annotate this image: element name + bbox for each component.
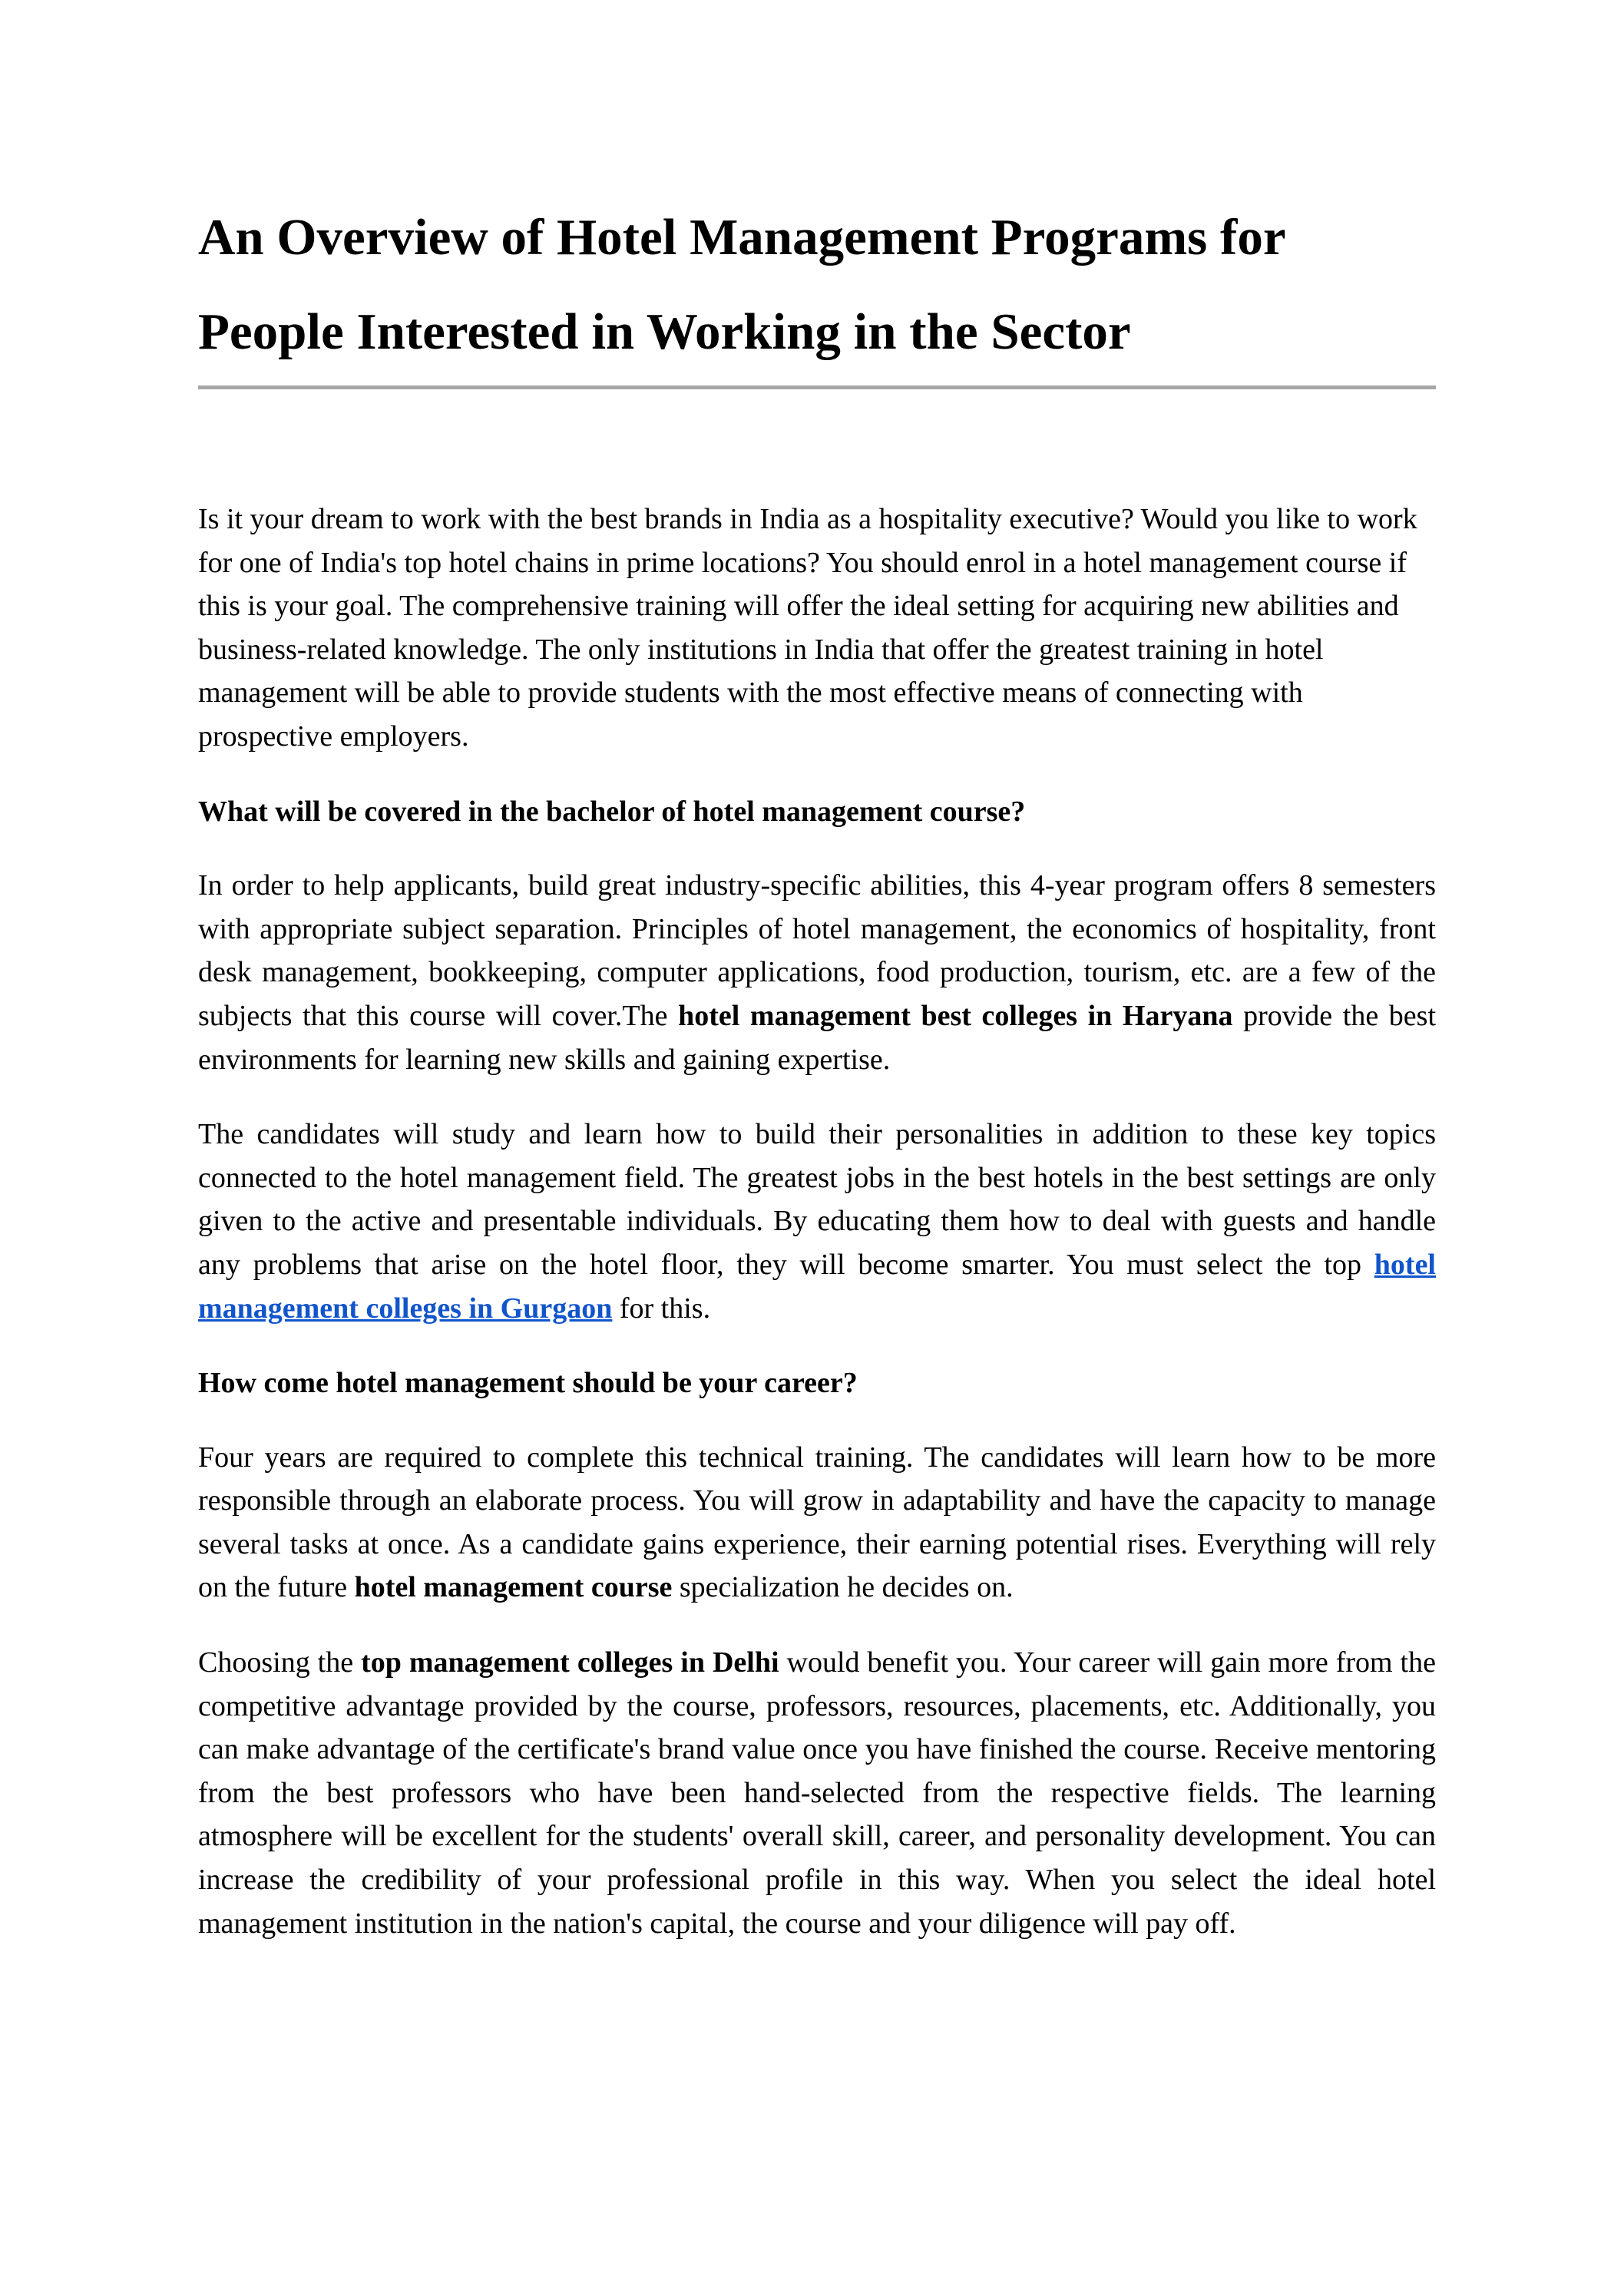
keyword-haryana-colleges: hotel management best colleges in Haryana bbox=[678, 999, 1233, 1032]
paragraph-text: Choosing the bbox=[198, 1646, 362, 1679]
article-body bbox=[198, 498, 1436, 1977]
section-heading-course-coverage: What will be covered in the bachelor of hotel management course? bbox=[198, 795, 1026, 828]
title-divider bbox=[198, 385, 1436, 389]
paragraph-text: provide the best environments for learning new skills and gaining expertise. bbox=[198, 999, 1437, 1076]
paragraph-text: would benefit you. Your career will gain more from the competitive advantage provided by the course, professors, resources, placements, etc. Additionally, you can make advantage of the certificate's brand value once you have finished the course. Receive mentoring from the best professors who have been hand-selected from the respective fields. The learning atmosphere will be excellent for the students' overall skill, career, and personality development. You can increase the credibility of your professional profile in this way. When you select the ideal hotel management institution in the nation's capital, the course and your diligence will pay off. bbox=[198, 1646, 1436, 1940]
paragraph-text: Four years are required to complete this technical training. The candidates will learn how to be more responsible through an elaborate process. You will grow in adaptability and have the capacity to manage several tasks at once. As a candidate gains experience, their earning potential rises. Everything will rely on the future bbox=[198, 1441, 1436, 1604]
paragraph-delhi-colleges bbox=[198, 1641, 1436, 1945]
paragraph-technical-training bbox=[198, 1436, 1436, 1610]
paragraph-text: for this. bbox=[612, 1292, 711, 1325]
paragraph-course-subjects bbox=[198, 864, 1436, 1081]
page-title bbox=[198, 190, 1436, 379]
title-line-2: People Interested in Working in the Sector bbox=[198, 303, 1131, 360]
keyword-delhi-colleges: top management colleges in Delhi bbox=[361, 1646, 779, 1679]
keyword-hotel-management-course: hotel management course bbox=[354, 1571, 673, 1604]
paragraph-personality-development bbox=[198, 1113, 1436, 1330]
paragraph-text: In order to help applicants, build great industry-specific abilities, this 4-year program offers 8 semesters with appropriate subject separation. Principles of hotel management, the economics of hospitality, front desk management, bookkeeping, computer applications, food production, tourism, etc. are a few of the subjects that this course will cover.The bbox=[198, 869, 1436, 1032]
link-gurgaon-colleges[interactable]: hotel management colleges in Gurgaon bbox=[198, 1248, 1436, 1325]
intro-paragraph: Is it your dream to work with the best brands in India as a hospitality executive? Would you like to work for one of India's top hotel chains in prime locations? You should enrol in a hotel management course if this is your goal. The comprehensive training will offer the ideal setting for acquiring new abilities and business-related knowledge. The only institutions in India that offer the greatest training in hotel management will be able to provide students with the most effective means of connecting with prospective employers. bbox=[198, 503, 1417, 753]
paragraph-text: The candidates will study and learn how to build their personalities in addition to these key topics connected to the hotel management field. The greatest jobs in the best hotels in the best settings are only given to the active and presentable individuals. By educating them how to deal with guests and handle any problems that arise on the hotel floor, they will become smarter. You must select the top bbox=[198, 1118, 1436, 1281]
paragraph-text: specialization he decides on. bbox=[672, 1571, 1014, 1604]
title-line-1: An Overview of Hotel Management Programs for bbox=[198, 209, 1286, 266]
section-heading-career: How come hotel management should be your career? bbox=[198, 1367, 858, 1400]
